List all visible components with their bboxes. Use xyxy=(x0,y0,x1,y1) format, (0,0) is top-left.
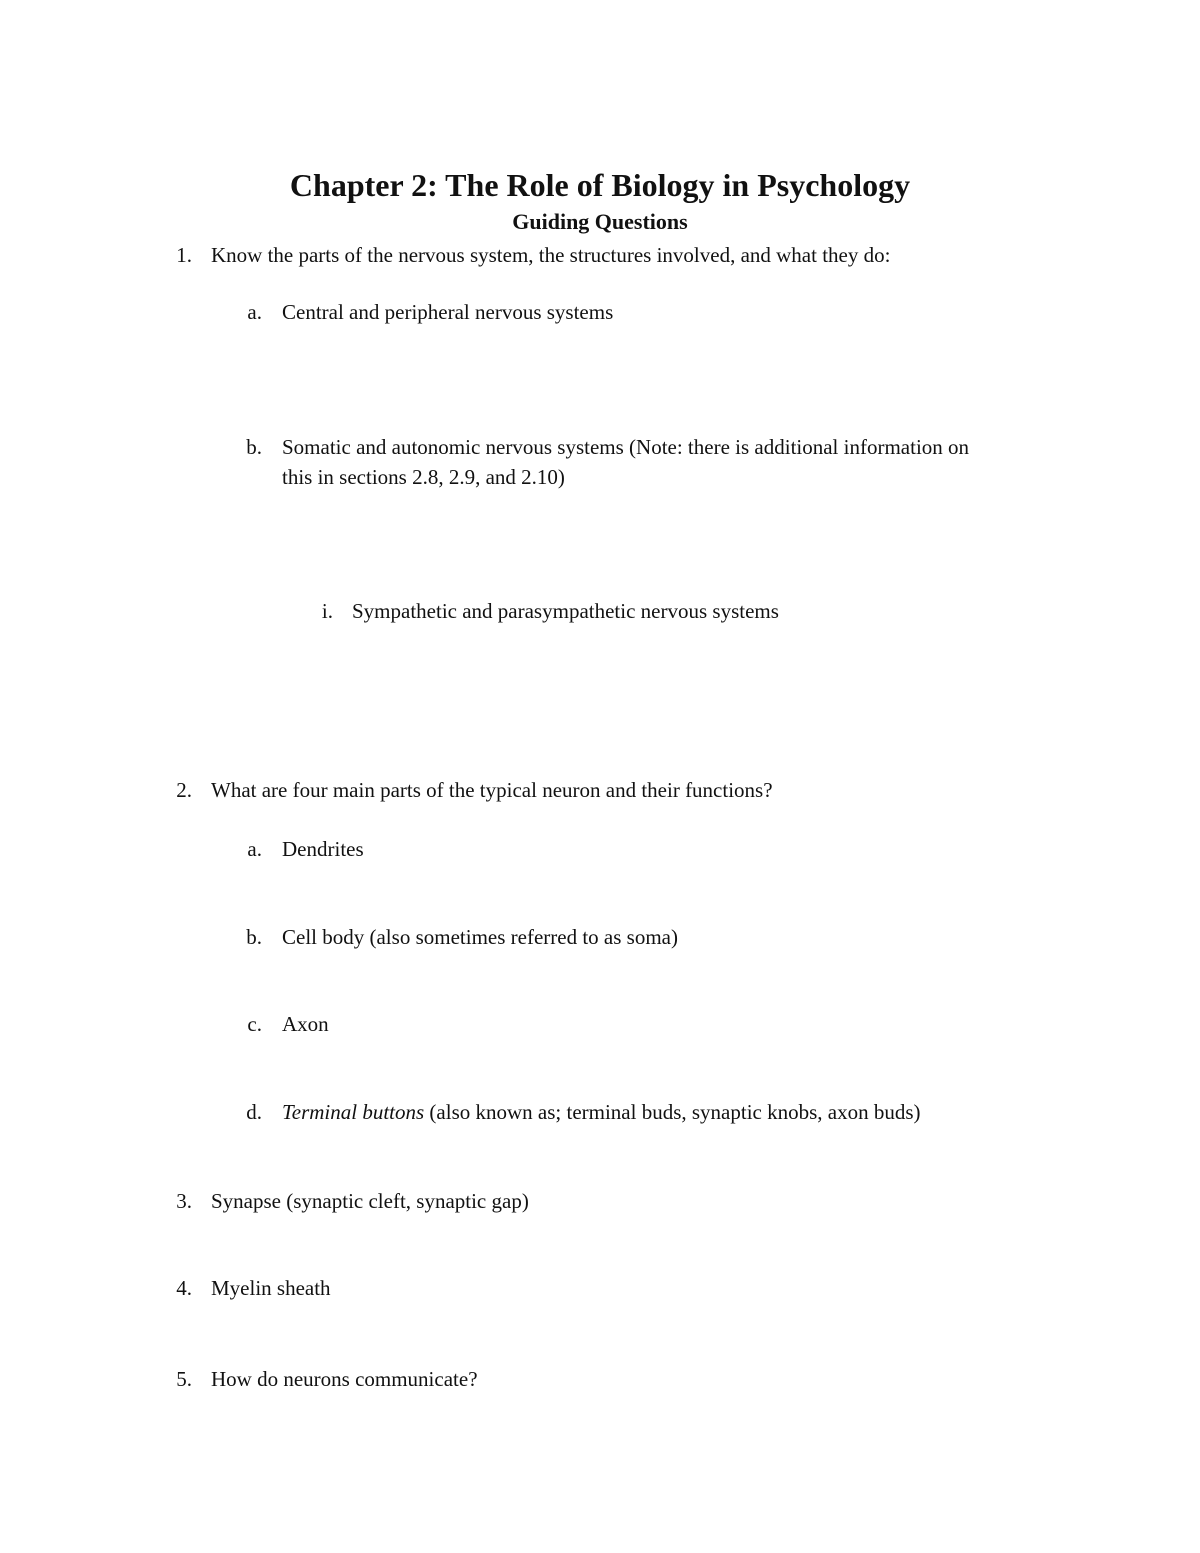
q1b-text-line2: this in sections 2.8, 2.9, and 2.10) xyxy=(282,465,565,489)
q1i-marker: i. xyxy=(321,599,333,623)
document-title: Chapter 2: The Role of Biology in Psychology xyxy=(289,167,911,203)
q5-marker: 5. xyxy=(176,1367,192,1391)
q3-marker: 3. xyxy=(176,1189,192,1213)
q2d-text xyxy=(282,1097,921,1127)
q1a-marker: a. xyxy=(247,300,262,324)
q1-text: Know the parts of the nervous system, the structures involved, and what they do: xyxy=(211,243,891,267)
q2b-text: Cell body (also sometimes referred to as soma) xyxy=(282,925,678,949)
q2c-text: Axon xyxy=(282,1012,329,1036)
q1b-marker: b. xyxy=(246,435,262,459)
q1a-text: Central and peripheral nervous systems xyxy=(282,300,614,324)
q5-text: How do neurons communicate? xyxy=(211,1367,478,1391)
q1-marker: 1. xyxy=(176,243,192,267)
q2b-marker: b. xyxy=(246,925,262,949)
q2a-text: Dendrites xyxy=(282,837,364,861)
q2a-marker: a. xyxy=(247,837,262,861)
q4-marker: 4. xyxy=(176,1276,192,1300)
q1i-text: Sympathetic and parasympathetic nervous systems xyxy=(352,599,779,623)
q2d-italic-term: Terminal buttons xyxy=(282,1100,425,1124)
q2d-rest-text: (also known as; terminal buds, synaptic knobs, axon buds) xyxy=(424,1100,921,1124)
q2d-marker: d. xyxy=(246,1100,262,1124)
q2-marker: 2. xyxy=(176,778,192,802)
q4-text: Myelin sheath xyxy=(211,1276,331,1300)
q1b-text-line1: Somatic and autonomic nervous systems (Note: there is additional information on xyxy=(282,435,970,459)
q2-text: What are four main parts of the typical neuron and their functions? xyxy=(211,778,773,802)
q2c-marker: c. xyxy=(247,1012,262,1036)
q3-text: Synapse (synaptic cleft, synaptic gap) xyxy=(211,1189,529,1213)
document-subtitle: Guiding Questions xyxy=(512,209,688,234)
